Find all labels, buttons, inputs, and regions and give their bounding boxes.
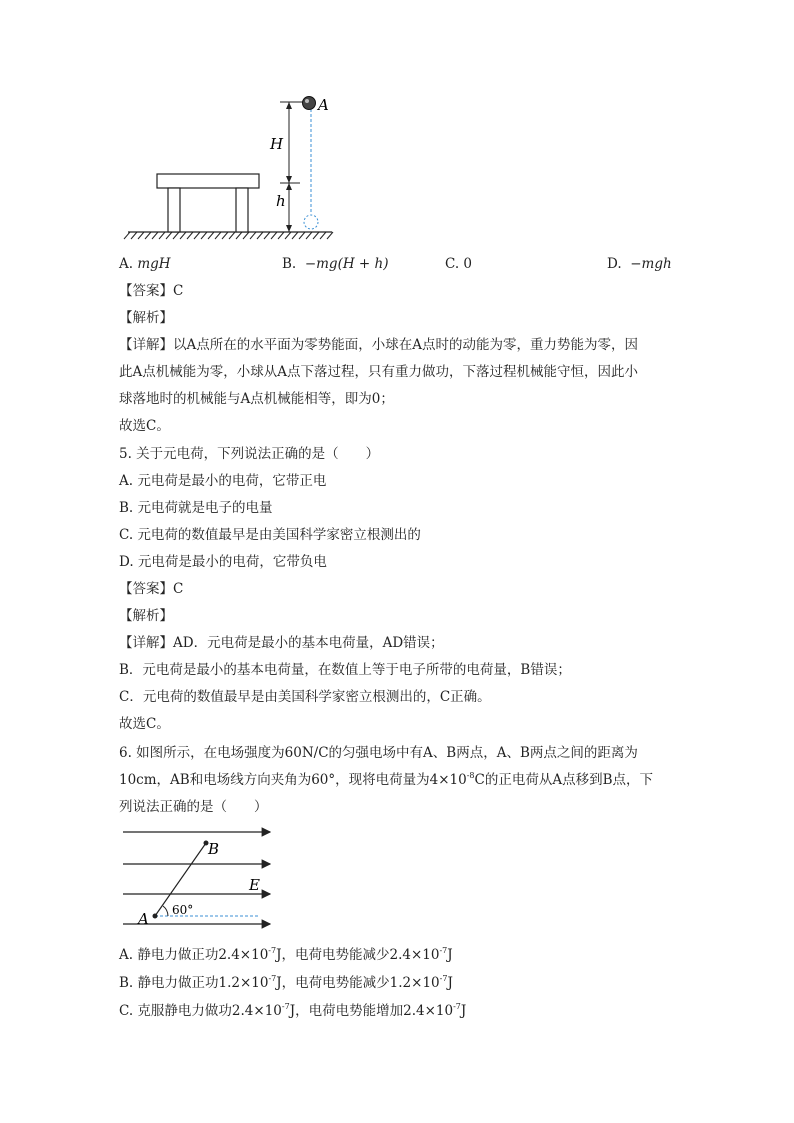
q5-stem: 5. 关于元电荷，下列说法正确的是（ ） [119,446,380,462]
q5-analysis: 【解析】 [119,608,173,624]
electric-field-figure [118,822,278,930]
q4-detail-line: 球落地时的机械能与A点机械能相等，即为0； [119,391,394,407]
q6-stem-line: 列说法正确的是（ ） [119,799,268,815]
q5-option-a: A. 元电荷是最小的电荷，它带正电 [119,473,327,489]
falling-ball-figure [120,92,340,242]
q4-detail-line: 【详解】以A点所在的水平面为零势能面，小球在A点时的动能为零，重力势能为零，因 [119,337,638,353]
q4-option-d: D. −mgh [607,256,672,272]
label-A: A [318,96,329,114]
q6-option-c: C. 克服静电力做功$2.4\times 10^{-7}J$，电荷电势能增加$2.4\times 10^{-7}J$ [119,1002,467,1019]
q4-analysis: 【解析】 [119,310,173,326]
q6-stem-line: 10cm，AB和电场线方向夹角为60°，现将电荷量为$4\times 10^{-8}C$的正电荷从A点移到B点，下 [119,771,654,788]
q4-option-b: B. −mg(H + h) [282,256,389,272]
label-A: A [138,910,149,928]
q4-option-c: C. 0 [445,256,473,272]
q4-answer: 【答案】C [119,283,184,299]
q6-stem-line: 6. 如图所示，在电场强度为60N/C的匀强电场中有A、B两点，A、B两点之间的距离为 [119,745,638,761]
q4-option-a: A. mgH [119,256,171,272]
q5-option-d: D. 元电荷是最小的电荷，它带负电 [119,554,327,570]
q5-detail-line: B．元电荷是最小的基本电荷量，在数值上等于电子所带的电荷量，B错误； [119,662,571,678]
q5-answer: 【答案】C [119,581,184,597]
q5-detail-line: C．元电荷的数值最早是由美国科学家密立根测出的，C正确。 [119,689,491,705]
label-h: h [276,192,286,210]
label-H: H [270,135,284,153]
q6-option-a: A. 静电力做正功$2.4\times 10^{-7}J$，电荷电势能减少$2.4\times 10^{-7}J$ [119,946,453,963]
q5-option-c: C. 元电荷的数值最早是由美国科学家密立根测出的 [119,527,421,543]
q5-option-b: B. 元电荷就是电子的电量 [119,500,273,516]
label-E: E [249,876,260,894]
q5-detail-line: 故选C。 [119,716,170,732]
label-B: B [208,840,220,858]
q6-option-b: B. 静电力做正功$1.2\times 10^{-7}J$，电荷电势能减少$1.2\times 10^{-7}J$ [119,974,453,991]
q4-detail-line: 此A点机械能为零，小球从A点下落过程，只有重力做功，下落过程机械能守恒，因此小 [119,364,638,380]
q5-detail-line: 【详解】AD．元电荷是最小的基本电荷量，AD错误； [119,635,444,651]
q4-detail-line: 故选C。 [119,418,170,434]
angle-label: 60° [172,903,194,917]
